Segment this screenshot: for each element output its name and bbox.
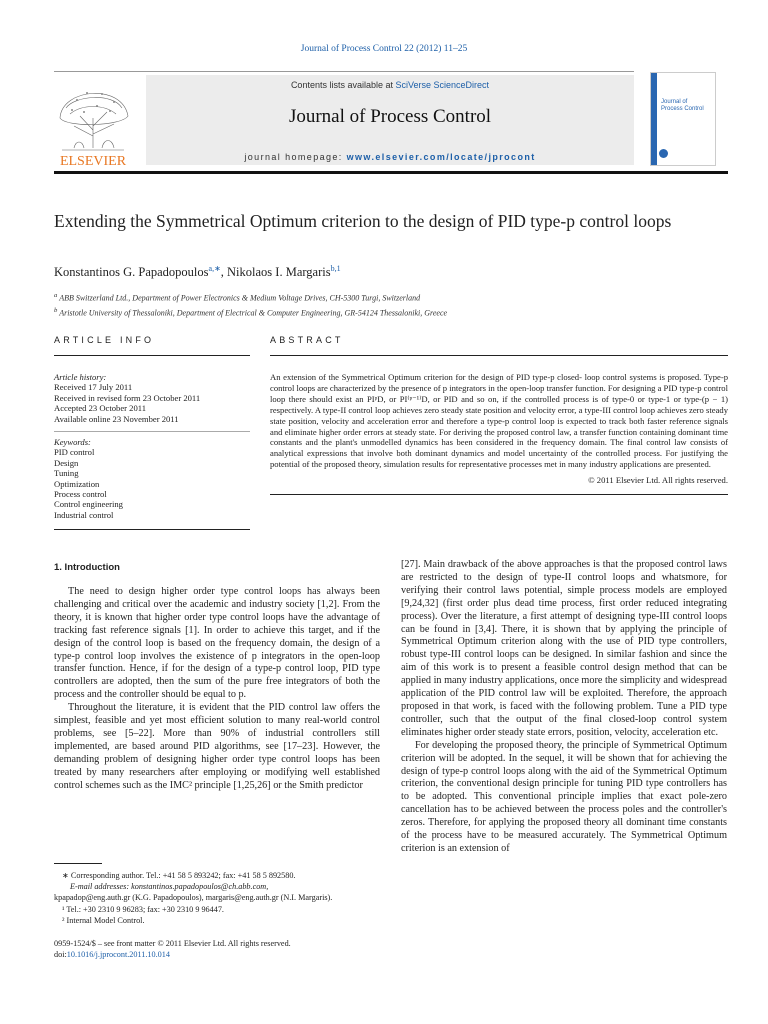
doi-line: doi:10.1016/j.jprocont.2011.10.014 [54,950,170,960]
contents-prefix: Contents lists available at [290,80,396,90]
copyright: © 2011 Elsevier Ltd. All rights reserved. [588,475,728,486]
section-rule [54,529,250,530]
keyword-item: Process control [54,489,107,500]
author-name: Nikolaos I. Margaris [227,265,331,280]
footnote: ∗ Corresponding author. Tel.: +41 58 5 893242; fax: +41 58 5 892580. [62,871,296,880]
history-item: Available online 23 November 2011 [54,413,179,424]
abstract [270,335,728,495]
cover-title: Journal of Process Control [661,99,704,112]
homepage-prefix: journal homepage: [244,152,347,162]
history-label: Article history: [54,372,107,382]
footnote: ² Internal Model Control. [62,915,145,925]
abstract-heading: ABSTRACT [270,335,344,345]
affiliation-line: $^a$ ABB Switzerland Ltd., Department of Power Electronics & Medium Voltage Drives, CH-5300 Turgi, Switzerland [54,292,421,303]
section-rule [54,431,250,432]
footnote-email[interactable]: kpapadop@eng.auth.gr (K.G. Papadopoulos), margaris@eng.auth.gr (N.I. Margaris). [54,893,333,903]
footnote-email[interactable]: E-mail addresses: konstantinos.papadopoulos@ch.abb.com, [70,882,269,892]
affiliation-line: $^b$ Aristotle University of Thessaloniki, Department of Electrical & Computer Engineering, GR-54124 Thessaloniki, Greece [54,306,448,318]
author-name: Konstantinos G. Papadopoulos [54,265,209,280]
header-thick-rule [54,171,728,174]
section-rule [54,355,250,356]
sciverse-link[interactable]: SciVerse ScienceDirect [395,80,490,90]
journal-cover-thumbnail[interactable] [650,72,716,166]
history-item: Accepted 23 October 2011 [54,403,147,414]
keyword-item: Industrial control [54,509,114,520]
body-paragraph: The need to design higher order type control loops has always been challenging and critical over the academic and industry society [1,2]. From the theory, it is known that higher order type control loops have the advantage of tracking fast reference signals [1]. In order to achieve this target, and if the design of the control loop is based on the frequency domain, the design of a type-p control loop involves the existence of p integrators in the open-loop transfer function. Hence, if for the design of a type-p control loop, PID type controllers are adopted, then the sum of the pure free integrators of both the process and the controller should be equal to p. [54,586,380,701]
cover-spine [651,73,657,165]
section-heading: 1. Introduction [54,562,120,573]
journal-citation[interactable]: Journal of Process Control 22 (2012) 11–25 [300,44,468,54]
keyword-item: Control engineering [54,499,123,510]
affiliations [54,290,447,319]
contents-line [146,80,634,90]
history-item: Received 17 July 2011 [54,382,133,393]
body-column-right [401,559,727,856]
body-paragraph: Throughout the literature, it is evident that the PID control law offers the simplest, feasible and yet most efficient solution to many real-world control problems, see [5–22]. More than 90% of industrial controllers still implemented, are based around PID algorithms, see [17–23]. However, the demanding problem of designing higher order type control loops has been treated by many researchers after employing or modifying well established control schemes such as the IMC² principle [1,25,26] or the Smith predictor [54,702,380,791]
section-rule [270,355,728,356]
author-marks[interactable]: b,1 [330,264,341,273]
keyword-item: Design [54,457,79,468]
keyword-item: PID control [54,447,95,458]
history-item: Received in revised form 23 October 2011 [54,392,201,403]
keyword-item: Optimization [54,478,100,489]
elsevier-wordmark: ELSEVIER [59,154,127,168]
article-info [54,335,250,530]
body-paragraph: [27]. Main drawback of the above approaches is that the proposed control laws are restricted to the design of type-II control loops and whatsmore, for verifying their control laws potential, simple process models are employed [9,24,32] (first order plus dead time process, first order reduced integrating process). Over the literature, a first attempt of designing type-III control loops can be found in [3,4]. There, it is shown that by applying the principle of Symmetrical Optimum criterion along with the use of PID type controllers, robust type-III control loops can be designed. In similar fashion and since the aim of this work is to present a feasible control design method that can be applied in many industry applications, once more the simplicity and widespread application of the PID control law will be exploited. Therefore, the approach proposed in that work, is faced with the following problem. Tune a PID type controller, such that the output of the final closed-loop control system eliminates higher order steady state errors, position, velocity, acceleration etc. [401,559,727,738]
author-list: Konstantinos G. Papadopoulos$^{a,∗}$, Nikolaos I. Margaris$^{b,1}$ [54,264,341,280]
keywords-label: Keywords: [54,437,91,448]
homepage-link[interactable]: www.elsevier.com/locate/jprocont [346,152,536,162]
article-info-heading: ARTICLE INFO [54,335,155,345]
section-rule [270,494,728,495]
homepage-line [146,152,634,162]
body-paragraph: For developing the proposed theory, the principle of Symmetrical Optimum criterion will be adopted. In the sequel, it will be shown that for achieving the design of type-p control loops along with the aid of the Symmetrical Optimum criterion, the conventional design principle for tuning PID type controllers has to be adopted. This conventional principle implies that exact pole-zero cancellation has to be achieved between the process poles and the controller's zeros. Therefore, for applying the proposed theory all dominant time constants of the process have to be measured accurately. The Symmetrical Optimum criterion is an extension of [401,739,727,854]
header-top-rule [54,71,634,72]
elsevier-logo-icon [52,78,134,168]
body-column-left [54,586,380,793]
journal-title: Journal of Process Control [288,106,492,127]
footnote-rule [54,863,102,864]
footnote: ¹ Tel.: +30 2310 9 96283; fax: +30 2310 9 96447. [62,904,224,914]
footnotes [54,870,384,926]
author-marks[interactable]: a,∗ [208,264,221,273]
abstract-text: An extension of the Symmetrical Optimum criterion for the design of PID type-p closed- loop control systems is proposed. Type-p control loops are characterized by the presence of p integrators in the open-loop transfer function. For designing a PID type-p control loop there should exist an PIᵖD, or PI⁽ᵖ⁻¹⁾D, or PID and so on, if the controlled process is of type-0 or type-1 or type-(p − 1) respectively. A type-II control loop achieves zero steady state position and velocity error, a type-III control loop achieves zero steady state position, velocity and acceleration error and therefore a type-p control loop is expected to track both faster reference signals and eliminate higher order errors at steady state. For deriving the proposed control law, a transfer function containing dominant time constants and the plant's unmodelled dynamics has been considered in the frequency domain. The final control law consists of analytical expressions that involve both dominant dynamics and model uncertainty of the controlled process. For justifying the potential of the proposed theory, simulation results for representative processes met in many industry applications are presented. [270,372,728,470]
front-matter [54,938,384,960]
article-history [54,372,250,424]
cover-badge-icon [659,149,668,158]
keyword-item: Tuning [54,468,79,479]
doi-link[interactable]: 10.1016/j.jprocont.2011.10.014 [66,950,170,960]
issn-line: 0959-1524/$ – see front matter © 2011 Elsevier Ltd. All rights reserved. [54,939,291,948]
article-title: Extending the Symmetrical Optimum criterion to the design of PID type-p control loops [54,211,672,231]
keywords [54,437,250,520]
